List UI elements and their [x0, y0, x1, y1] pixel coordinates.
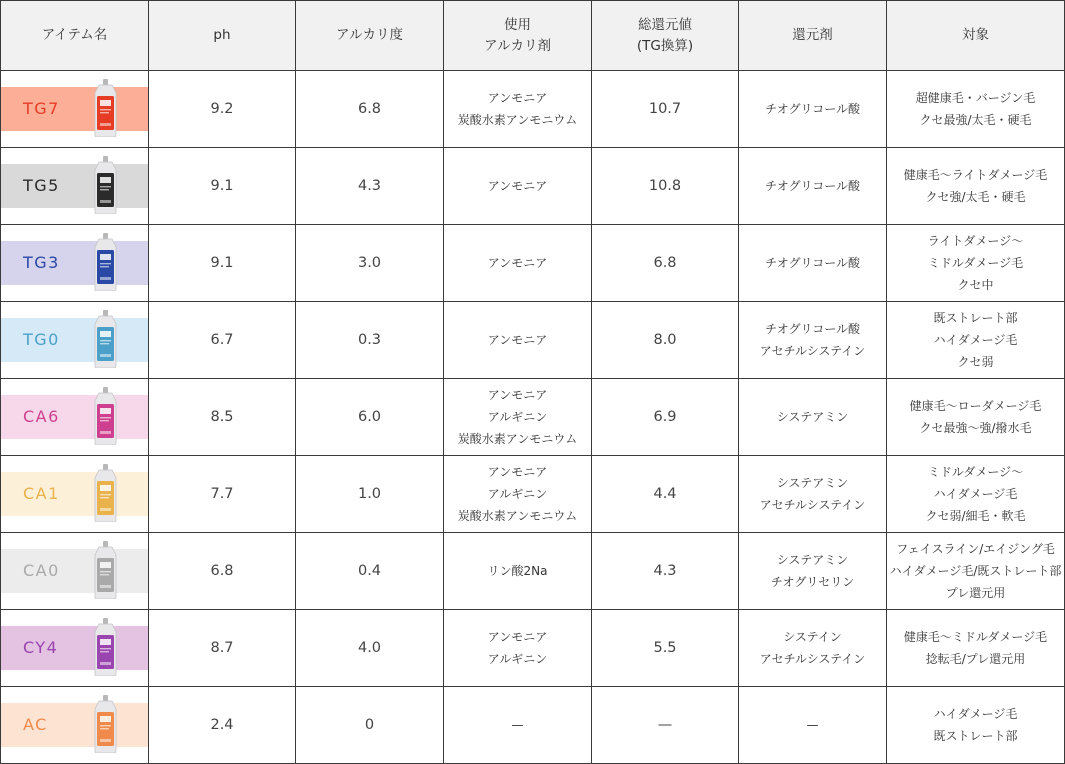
item-cell [1, 379, 149, 456]
alkali-agent-cell [444, 225, 592, 302]
alkali-agent-cell-line: アンモニア [487, 256, 548, 270]
alkali-agent-cell [444, 71, 592, 148]
target-cell-line: クセ弱/細毛・軟毛 [925, 509, 1026, 523]
alkali-agent-cell-line: アンモニア [487, 333, 548, 347]
alkalinity-cell: 3.0 [296, 225, 444, 302]
table-row [1, 687, 1065, 764]
table-row [1, 302, 1065, 379]
item-wrap [1, 71, 148, 147]
table-row [1, 71, 1065, 148]
alkalinity-cell: 6.8 [296, 71, 444, 148]
target-cell-line: ハイダメージ毛 [933, 707, 1018, 721]
target-cell [887, 610, 1065, 687]
reducer-cell-line: チオグリコール酸 [764, 322, 861, 336]
item-cell [1, 148, 149, 225]
target-cell-line: ミドルダメージ〜 [927, 465, 1024, 479]
ph-cell: 9.2 [149, 71, 296, 148]
item-name: CA1 [23, 484, 60, 503]
product-pouch-icon [93, 387, 118, 445]
reducer-cell-line: システアミン [776, 476, 849, 490]
header-ph: ph [149, 1, 296, 71]
target-cell-line: ハイダメージ毛/既ストレート部 [889, 564, 1062, 578]
table-body [1, 71, 1065, 764]
alkali-agent-cell [444, 533, 592, 610]
reducer-cell-line: アセチルシステイン [759, 498, 866, 512]
table-row [1, 456, 1065, 533]
item-name: TG5 [23, 176, 60, 195]
item-cell [1, 687, 149, 764]
alkalinity-cell: 0.4 [296, 533, 444, 610]
target-cell [887, 302, 1065, 379]
target-cell-line: ミドルダメージ毛 [927, 256, 1024, 270]
target-cell-line: 既ストレート部 [933, 729, 1018, 743]
item-wrap [1, 225, 148, 301]
reducer-cell [739, 687, 887, 764]
alkalinity-cell: 1.0 [296, 456, 444, 533]
target-cell-line: クセ弱 [957, 355, 994, 369]
alkali-agent-cell-line: アルギニン [487, 410, 548, 424]
reducer-cell-line: — [806, 718, 819, 732]
ph-cell: 7.7 [149, 456, 296, 533]
item-wrap [1, 302, 148, 378]
table-row [1, 379, 1065, 456]
target-cell [887, 225, 1065, 302]
reducer-cell [739, 148, 887, 225]
header-row [1, 1, 1065, 71]
reduction-value-cell: 5.5 [592, 610, 739, 687]
item-cell [1, 533, 149, 610]
reducer-cell [739, 610, 887, 687]
reducer-cell-line: システアミン [776, 553, 849, 567]
item-name: TG3 [23, 253, 60, 272]
item-name: CA6 [23, 407, 60, 426]
header-reduction-value-line1: 総還元値 [638, 16, 692, 33]
ph-cell: 9.1 [149, 148, 296, 225]
product-pouch-icon [93, 233, 118, 291]
reducer-cell [739, 379, 887, 456]
alkali-agent-cell-line: リン酸2Na [487, 564, 548, 578]
header-reducer: 還元剤 [739, 1, 887, 71]
reducer-cell [739, 225, 887, 302]
alkali-agent-cell [444, 610, 592, 687]
reducer-cell [739, 302, 887, 379]
alkali-agent-cell-line: アンモニア [487, 179, 548, 193]
ph-cell: 2.4 [149, 687, 296, 764]
reducer-cell-line: チオグリコール酸 [764, 102, 861, 116]
item-cell [1, 71, 149, 148]
alkalinity-cell: 6.0 [296, 379, 444, 456]
reducer-cell [739, 533, 887, 610]
header-alkali-agent-line1: 使用 [504, 16, 531, 33]
item-wrap [1, 379, 148, 455]
product-pouch-icon [93, 618, 118, 676]
target-cell [887, 148, 1065, 225]
item-name: CY4 [23, 638, 59, 657]
target-cell-line: 健康毛〜ライトダメージ毛 [903, 168, 1048, 182]
alkalinity-cell: 0.3 [296, 302, 444, 379]
product-pouch-icon [93, 79, 118, 137]
item-wrap [1, 533, 148, 609]
target-cell [887, 533, 1065, 610]
reducer-cell-line: アセチルシステイン [759, 344, 866, 358]
alkalinity-cell: 0 [296, 687, 444, 764]
alkali-agent-cell-line: 炭酸水素アンモニウム [457, 432, 578, 446]
item-name: TG0 [23, 330, 60, 349]
reducer-cell-line: チオグリコール酸 [764, 256, 861, 270]
alkali-agent-cell-line: アンモニア [487, 91, 548, 105]
item-cell [1, 302, 149, 379]
product-pouch-icon [93, 310, 118, 368]
item-cell [1, 225, 149, 302]
target-cell-line: クセ最強/太毛・硬毛 [919, 113, 1032, 127]
item-name: AC [23, 715, 48, 734]
alkali-agent-cell-line: アンモニア [487, 465, 548, 479]
target-cell-line: フェイスライン/エイジング毛 [896, 542, 1055, 556]
ph-cell: 6.7 [149, 302, 296, 379]
reduction-value-cell: 4.3 [592, 533, 739, 610]
item-wrap [1, 610, 148, 686]
alkali-agent-cell-line: アンモニア [487, 388, 548, 402]
target-cell-line: 健康毛〜ローダメージ毛 [909, 399, 1042, 413]
table-row [1, 533, 1065, 610]
header-item: アイテム名 [1, 1, 149, 71]
alkali-agent-cell-line: — [511, 718, 524, 732]
target-cell-line: 既ストレート部 [933, 311, 1018, 325]
table-row [1, 610, 1065, 687]
target-cell [887, 456, 1065, 533]
alkalinity-cell: 4.3 [296, 148, 444, 225]
target-cell-line: 超健康毛・バージン毛 [915, 91, 1036, 105]
reducer-cell-line: チオグリコール酸 [764, 179, 861, 193]
alkali-agent-cell-line: 炭酸水素アンモニウム [457, 113, 578, 127]
item-cell [1, 610, 149, 687]
alkali-agent-cell [444, 148, 592, 225]
reduction-value-cell: — [592, 687, 739, 764]
ph-cell: 8.7 [149, 610, 296, 687]
alkalinity-cell: 4.0 [296, 610, 444, 687]
ph-cell: 8.5 [149, 379, 296, 456]
item-name: CA0 [23, 561, 60, 580]
product-pouch-icon [93, 464, 118, 522]
alkali-agent-cell-line: アンモニア [487, 630, 548, 644]
target-cell-line: ハイダメージ毛 [933, 487, 1018, 501]
reduction-value-cell: 10.7 [592, 71, 739, 148]
reduction-value-cell: 6.9 [592, 379, 739, 456]
header-reduction-value [592, 1, 739, 71]
header-alkali-agent-line2: アルカリ剤 [484, 37, 551, 54]
alkali-agent-cell [444, 302, 592, 379]
ph-cell: 6.8 [149, 533, 296, 610]
header-reduction-value-line2: (TG換算) [636, 37, 694, 54]
product-pouch-icon [93, 156, 118, 214]
table-row [1, 148, 1065, 225]
reduction-value-cell: 10.8 [592, 148, 739, 225]
reducer-cell-line: システアミン [776, 410, 849, 424]
target-cell-line: クセ中 [957, 278, 994, 292]
target-cell [887, 687, 1065, 764]
alkali-agent-cell [444, 456, 592, 533]
reducer-cell [739, 456, 887, 533]
reducer-cell-line: チオグリセリン [770, 575, 855, 589]
reduction-value-cell: 6.8 [592, 225, 739, 302]
alkali-agent-cell [444, 379, 592, 456]
alkali-agent-cell [444, 687, 592, 764]
reducer-cell-line: アセチルシステイン [759, 652, 866, 666]
header-target: 対象 [887, 1, 1065, 71]
target-cell [887, 379, 1065, 456]
item-wrap [1, 148, 148, 224]
target-cell-line: ハイダメージ毛 [933, 333, 1018, 347]
reduction-value-cell: 8.0 [592, 302, 739, 379]
table-row [1, 225, 1065, 302]
reduction-value-cell: 4.4 [592, 456, 739, 533]
product-pouch-icon [93, 695, 118, 753]
alkali-agent-cell-line: アルギニン [487, 652, 548, 666]
target-cell-line: クセ最強〜強/撥水毛 [919, 421, 1032, 435]
product-pouch-icon [93, 541, 118, 599]
target-cell-line: クセ強/太毛・硬毛 [925, 190, 1026, 204]
target-cell-line: プレ還元用 [945, 586, 1006, 600]
target-cell-line: ライトダメージ〜 [927, 234, 1024, 248]
item-name: TG7 [23, 99, 60, 118]
reducer-cell [739, 71, 887, 148]
alkali-agent-cell-line: アルギニン [487, 487, 548, 501]
target-cell [887, 71, 1065, 148]
reducer-cell-line: システイン [783, 630, 842, 644]
header-alkali-agent [444, 1, 592, 71]
item-wrap [1, 456, 148, 532]
ph-cell: 9.1 [149, 225, 296, 302]
alkali-agent-cell-line: 炭酸水素アンモニウム [457, 509, 578, 523]
target-cell-line: 捻転毛/プレ還元用 [925, 652, 1026, 666]
item-wrap [1, 687, 148, 763]
header-alkalinity: アルカリ度 [296, 1, 444, 71]
target-cell-line: 健康毛〜ミドルダメージ毛 [903, 630, 1048, 644]
item-cell [1, 456, 149, 533]
